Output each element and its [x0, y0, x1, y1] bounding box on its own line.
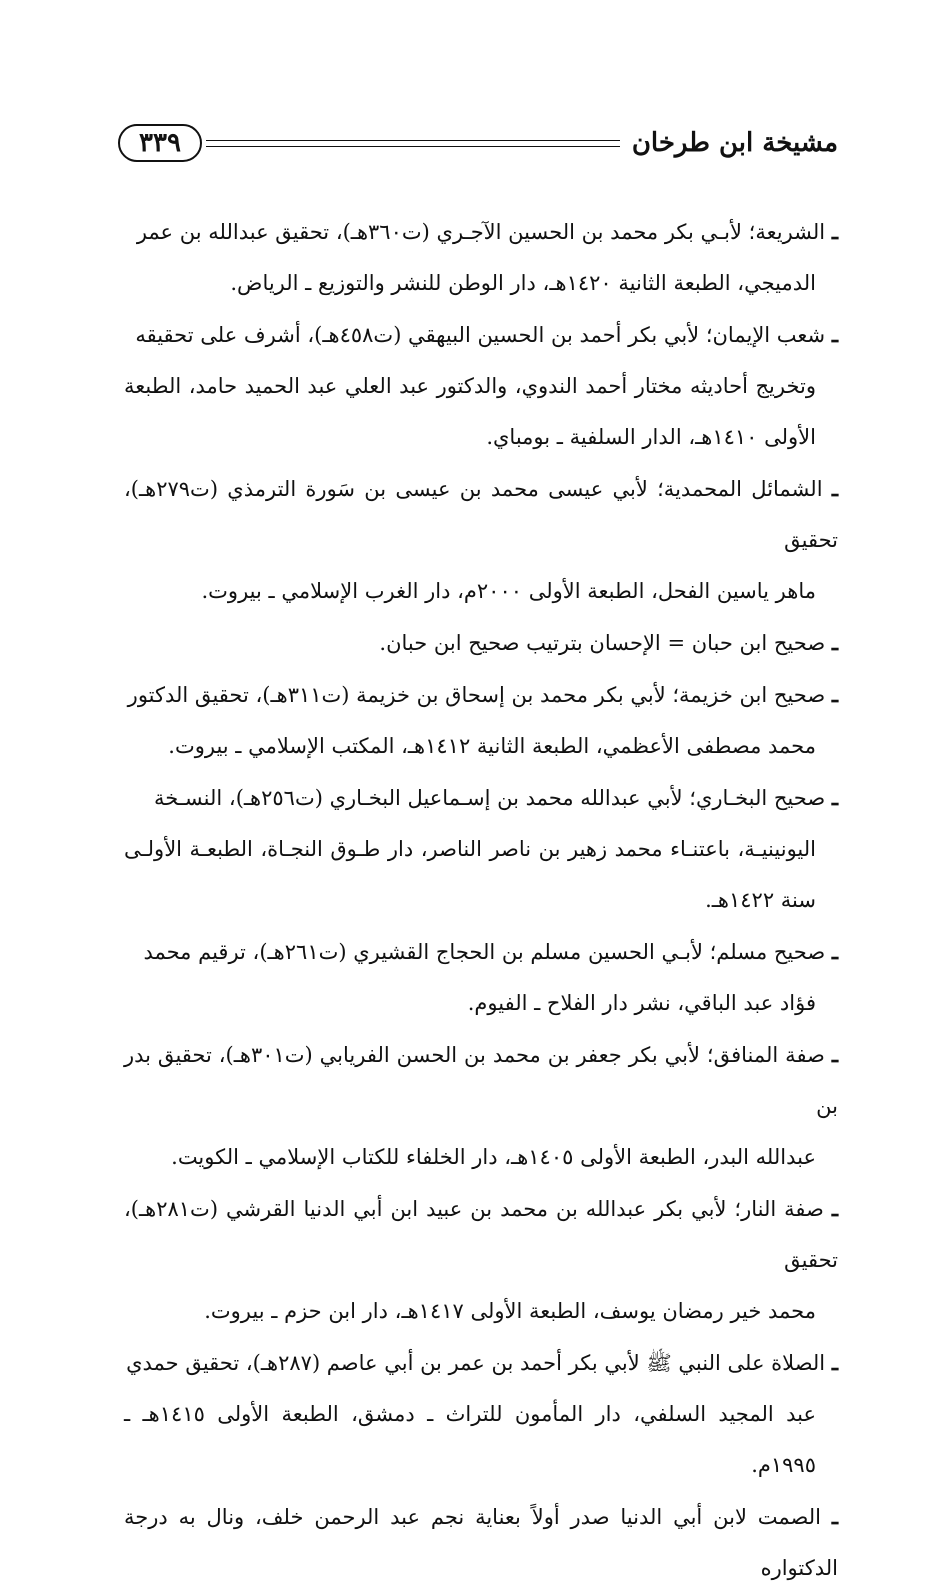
entry-first-line: الصمت لابن أبي الدنيا صدر أولاً بعناية نجم عبد الرحمن خلف، ونال به درجة الدكتواره: [124, 1505, 838, 1580]
entry-marker: ـ: [831, 1504, 838, 1529]
bibliography-entry: [124, 309, 838, 463]
entry-first-line: الشريعة؛ لأبـي بكر محمد بن الحسين الآجـري (ت٣٦٠هـ)، تحقيق عبدالله بن عمر: [136, 220, 826, 244]
entry-continuation: الدميجي، الطبعة الثانية ١٤٢٠هـ، دار الوطن للنشر والتوزيع ـ الرياض.: [230, 271, 816, 295]
entry-first-line: صحيح البخـاري؛ لأبي عبدالله محمد بن إسـماعيل البخـاري (ت٢٥٦هـ)، النسـخة: [153, 786, 826, 810]
entry-marker: ـ: [831, 219, 838, 244]
entry-marker: ـ: [831, 630, 838, 655]
entry-continuation: عبدالله البدر، الطبعة الأولى ١٤٠٥هـ، دار الخلفاء للكتاب الإسلامي ـ الكويت.: [171, 1145, 816, 1169]
bibliography-entry: [124, 926, 838, 1029]
entry-continuation: ماهر ياسين الفحل، الطبعة الأولى ٢٠٠٠م، دار الغرب الإسلامي ـ بيروت.: [201, 579, 816, 603]
bibliography-entry: [124, 617, 838, 669]
bibliography-entry: [124, 1337, 838, 1491]
entry-first-line: صفة المنافق؛ لأبي بكر جعفر بن محمد بن الحسن الفريابي (ت٣٠١هـ)، تحقيق بدر بن: [124, 1043, 838, 1118]
page-number: ٣٣٩: [118, 124, 202, 162]
entry-marker: ـ: [831, 1350, 838, 1375]
bibliography-entry: [124, 463, 838, 617]
running-title: مشيخة ابن طرخان: [631, 128, 838, 158]
header-rule: [206, 140, 620, 147]
entry-first-line: صحيح ابن حبان = الإحسان بترتيب صحيح ابن حبان.: [379, 631, 826, 655]
bibliography-entry: [124, 772, 838, 926]
entry-first-line: الشمائل المحمدية؛ لأبي عيسى محمد بن عيسى بن سَورة الترمذي (ت٢٧٩هـ)، تحقيق: [124, 477, 838, 552]
entry-continuation: فؤاد عبد الباقي، نشر دار الفلاح ـ الفيوم.: [467, 991, 816, 1015]
entry-marker: ـ: [831, 785, 838, 810]
entry-marker: ـ: [831, 322, 838, 347]
entry-continuation: محمد خير رمضان يوسف، الطبعة الأولى ١٤١٧هـ، دار ابن حزم ـ بيروت.: [204, 1299, 816, 1323]
entry-first-line: صحيح ابن خزيمة؛ لأبي بكر محمد بن إسحاق بن خزيمة (ت٣١١هـ)، تحقيق الدكتور: [127, 683, 826, 707]
entry-continuation: وتخريج أحاديثه مختار أحمد الندوي، والدكتور عبد العلي عبد الحميد حامد، الطبعة الأولى ١٤١٠هـ، الدار السلفية ـ بومباي.: [124, 374, 816, 449]
entry-first-line: الصلاة على النبي ﷺ لأبي بكر أحمد بن عمر بن أبي عاصم (٢٨٧هـ)، تحقيق حمدي: [126, 1351, 826, 1375]
entry-continuation: عبد المجيد السلفي، دار المأمون للتراث ـ دمشق، الطبعة الأولى ١٤١٥هـ ـ ١٩٩٥م.: [124, 1402, 816, 1477]
entry-continuation: محمد مصطفى الأعظمي، الطبعة الثانية ١٤١٢هـ، المكتب الإسلامي ـ بيروت.: [168, 734, 816, 758]
bibliography-entry: [124, 669, 838, 772]
entry-marker: ـ: [831, 682, 838, 707]
bibliography-list: [124, 206, 838, 1594]
entry-first-line: صحيح مسلم؛ لأبـي الحسين مسلم بن الحجاج القشيري (ت٢٦١هـ)، ترقيم محمد: [143, 940, 826, 964]
entry-first-line: صفة النار؛ لأبي بكر عبدالله بن محمد بن عبيد ابن أبي الدنيا القرشي (ت٢٨١هـ)، تحقيق: [124, 1197, 838, 1272]
page-header: [118, 120, 838, 166]
bibliography-entry: [124, 1183, 838, 1337]
bibliography-entry: [124, 1491, 838, 1594]
entry-continuation: اليونينيـة، باعتنـاء محمد زهير بن ناصر الناصر، دار طـوق النجـاة، الطبعـة الأولـى سنة ١٤٢٢هـ.: [124, 837, 816, 912]
bibliography-entry: [124, 1029, 838, 1183]
bibliography-entry: [124, 206, 838, 309]
entry-marker: ـ: [831, 1042, 838, 1067]
entry-marker: ـ: [831, 1196, 838, 1221]
entry-marker: ـ: [831, 939, 838, 964]
entry-marker: ـ: [831, 476, 838, 501]
entry-first-line: شعب الإيمان؛ لأبي بكر أحمد بن الحسين البيهقي (ت٤٥٨هـ)، أشرف على تحقيقه: [135, 323, 826, 347]
